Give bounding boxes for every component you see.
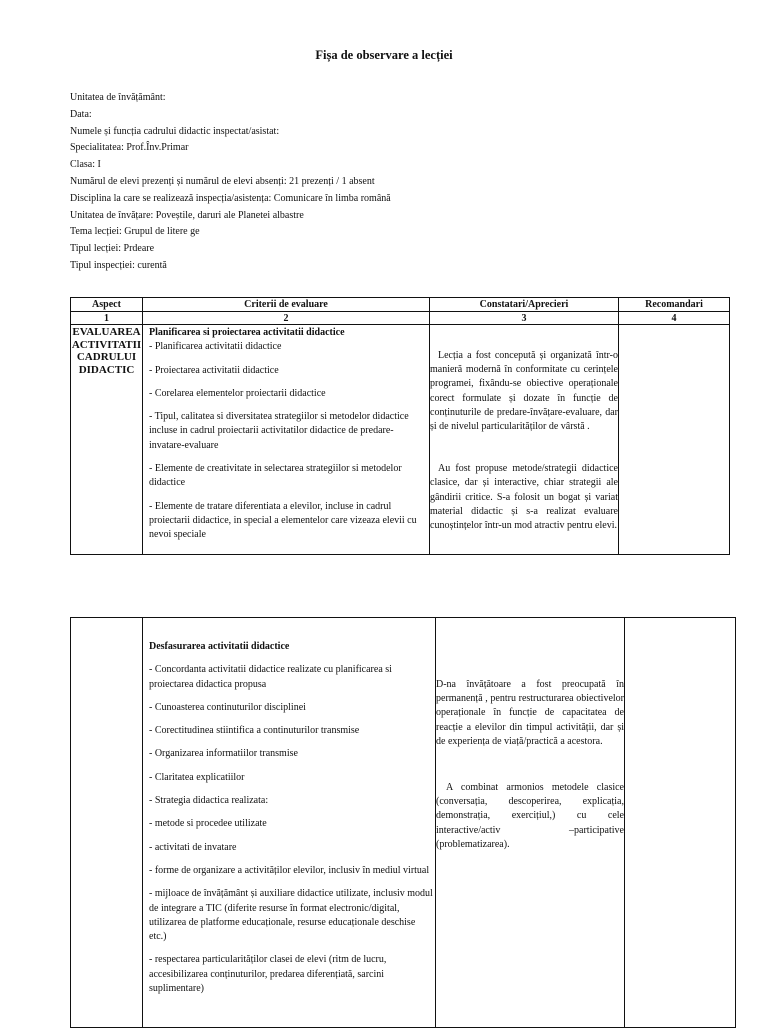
col-number: 1 <box>71 312 143 325</box>
page-title: Fișa de observare a lecției <box>315 48 453 62</box>
info-school: Unitatea de învățământ: <box>70 92 166 103</box>
criteria-item: - Strategia didactica realizata: <box>149 795 269 807</box>
criteria-item: - Cunoasterea continuturilor disciplinei <box>149 701 306 713</box>
observation-table-2 <box>70 617 736 1028</box>
criteria-cell <box>143 325 430 555</box>
recommendations-cell <box>625 618 736 1028</box>
table-header-row <box>71 298 730 312</box>
table-row <box>71 325 730 555</box>
info-date: Data: <box>70 108 92 120</box>
section-title: Planificarea si proiectarea activitatii didactice <box>149 327 345 338</box>
info-teacher: Numele și funcția cadrului didactic inspectat/asistat: <box>70 125 280 137</box>
info-inspection-type: Tipul inspecției: curentă <box>70 259 167 271</box>
section-title: Desfasurarea activitatii didactice <box>149 641 290 652</box>
observation-paragraph: Lecția a fost concepută și organizată într-o manieră modernă în conformitate cu cerințele programei, fixându-se obiective operaționale corect formulate și dozate în funcție de conținuturile de predare-învățare-evaluare, dar și de nivelul particularităților de vârstă . <box>430 350 618 433</box>
observation-table-1 <box>70 297 730 555</box>
info-students: Numărul de elevi prezenți și numărul de elevi absenți: 21 prezenți / 1 absent <box>70 175 375 187</box>
info-specialty: Specialitatea: Prof.Înv.Primar <box>70 142 189 154</box>
criteria-item: - Tipul, calitatea si diversitatea strategiilor si metodelor didactice incluse in cadrul proiectarii activitatilor didactice de predare-invatare-evaluare <box>149 411 409 451</box>
criteria-item: - Corelarea elementelor proiectarii didactice <box>149 387 326 399</box>
observations-cell <box>436 618 625 1028</box>
criteria-item: - Concordanta activitatii didactice realizate cu planificarea si proiectarea didactica propusa <box>149 664 392 690</box>
criteria-item: - mijloace de învățământ și auxiliare didactice utilizate, inclusiv modul de integrare a TIC (diferite resurse în format electronic/digital, utilizarea de platforme educaționale, resurse educaționale deschise etc.) <box>149 888 433 943</box>
info-lesson-type: Tipul lecției: Prdeare <box>70 243 155 255</box>
recommendations-cell <box>619 325 730 555</box>
table-number-row <box>71 312 730 325</box>
criteria-item: - metode si procedee utilizate <box>149 818 267 830</box>
aspect-cell <box>71 618 143 1028</box>
criteria-item: - Elemente de tratare diferentiata a elevilor, incluse in cadrul proiectarii didactice, in special a elementelor care vizeaza elevii cu nevoi speciale <box>149 500 417 541</box>
col-number: 3 <box>430 312 619 325</box>
table-row <box>71 618 736 1028</box>
lesson-info <box>70 90 391 275</box>
observations-cell <box>430 325 619 555</box>
observation-paragraph: A combinat armonios metodele clasice (conversația, descoperirea, explicația, demonstrația, exercițiul,) cu cele interactive/activ –participative (problematizarea). <box>436 782 624 850</box>
criteria-item: - Planificarea activitatii didactice <box>149 341 282 353</box>
criteria-item: - forme de organizare a activităților elevilor, inclusiv în mediul virtual <box>149 864 430 876</box>
criteria-cell <box>143 618 436 1028</box>
col-number: 2 <box>143 312 430 325</box>
criteria-item: - respectarea particularităților clasei de elevi (ritm de lucru, accesibilizarea conținuturilor, predarea diferențiată, sarcini suplimentare) <box>149 954 387 995</box>
criteria-item: - Organizarea informatiilor transmise <box>149 748 298 760</box>
col-number: 4 <box>619 312 730 325</box>
criteria-item: - Elemente de creativitate in selectarea strategiilor si metodelor didactice <box>149 463 402 489</box>
header-observations: Constatari/Aprecieri <box>430 298 619 312</box>
header-recommendations: Recomandari <box>619 298 730 312</box>
criteria-item: - Claritatea explicatiilor <box>149 771 245 783</box>
header-aspect: Aspect <box>71 298 143 312</box>
criteria-item: - activitati de invatare <box>149 841 237 853</box>
aspect-cell: EVALUAREA ACTIVITATII CADRULUI DIDACTIC <box>71 325 143 555</box>
info-unit: Unitatea de învățare: Poveștile, daruri ale Planetei albastre <box>70 209 304 221</box>
info-topic: Tema lecției: Grupul de litere ge <box>70 226 200 238</box>
observation-paragraph: D-na învățătoare a fost preocupată în permanență , pentru restructurarea obiectivelor operaționale în funcție de capacitatea de reacție a elevilor din timpul activității, dar și de experiența de viață/practică a acestora. <box>436 679 624 747</box>
info-discipline: Disciplina la care se realizează inspecția/asistența: Comunicare în limba română <box>70 192 391 204</box>
header-criteria: Criterii de evaluare <box>143 298 430 312</box>
info-class: Clasa: I <box>70 159 101 171</box>
criteria-item: - Proiectarea activitatii didactice <box>149 364 279 376</box>
criteria-item: - Corectitudinea stiintifica a continuturilor transmise <box>149 725 360 737</box>
observation-paragraph: Au fost propuse metode/strategii didactice clasice, dar și interactive, chiar strategii ale gândirii critice. S-a folosit un bogat și variat material didactic și s-a realizat evaluare cunoștințelor într-un mod atractiv pentru elevi. <box>430 463 618 532</box>
